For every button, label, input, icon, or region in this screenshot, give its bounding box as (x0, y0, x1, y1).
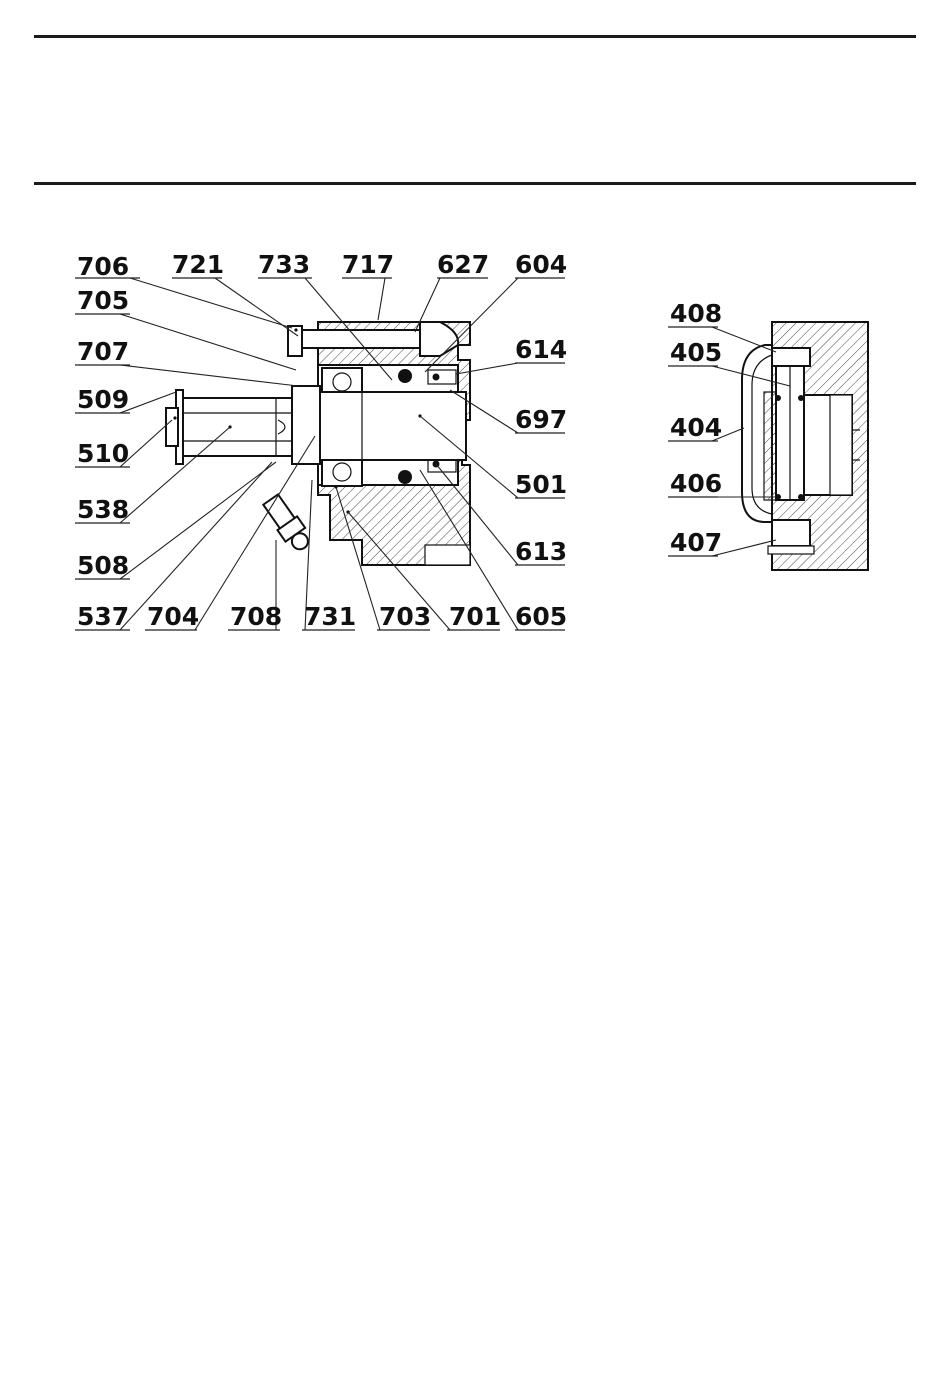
part-label-701: 701 (449, 602, 502, 631)
part-label-717: 717 (342, 250, 395, 279)
part-label-707: 707 (77, 337, 130, 366)
part-label-510: 510 (77, 439, 130, 468)
part-label-604: 604 (515, 250, 568, 279)
part-label-627: 627 (437, 250, 490, 279)
part-label-721: 721 (172, 250, 225, 279)
pivot-section-drawing (742, 322, 868, 570)
part-label-538: 538 (77, 495, 130, 524)
part-label-404: 404 (670, 413, 723, 442)
part-label-613: 613 (515, 537, 568, 566)
part-label-408: 408 (670, 299, 723, 328)
part-label-501: 501 (515, 470, 568, 499)
part-label-708: 708 (230, 602, 283, 631)
part-label-405: 405 (670, 338, 723, 367)
part-label-703: 703 (379, 602, 432, 631)
part-label-731: 731 (304, 602, 357, 631)
part-label-605: 605 (515, 602, 568, 631)
part-label-406: 406 (670, 469, 723, 498)
part-label-704: 704 (147, 602, 200, 631)
part-label-509: 509 (77, 385, 130, 414)
part-label-407: 407 (670, 528, 723, 557)
part-label-508: 508 (77, 551, 130, 580)
part-label-697: 697 (515, 405, 568, 434)
part-label-614: 614 (515, 335, 568, 364)
part-label-537: 537 (77, 602, 130, 631)
part-label-706: 706 (77, 252, 130, 281)
part-label-705: 705 (77, 286, 130, 315)
part-label-733: 733 (258, 250, 311, 279)
